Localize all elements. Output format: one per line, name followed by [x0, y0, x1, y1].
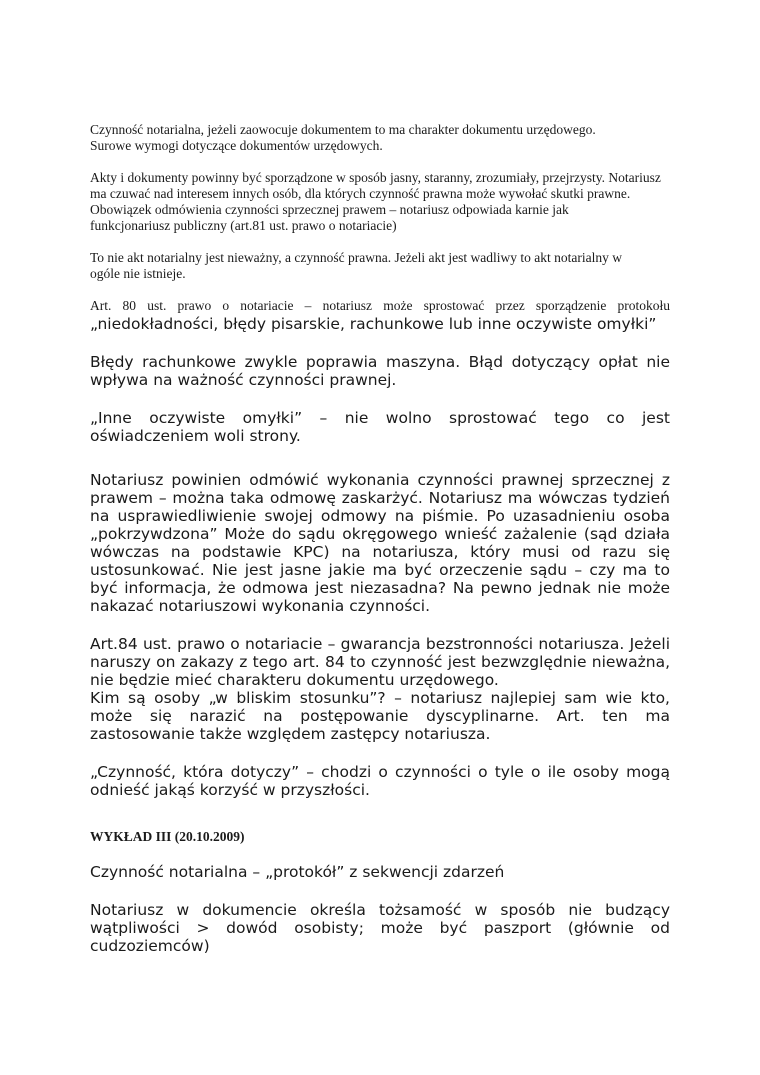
document-page: [90, 122, 670, 955]
paragraph-official-document: Czynność notarialna, jeżeli zaowocuje dokumentem to ma charakter dokumentu urzędowego.: [90, 122, 596, 137]
paragraph-art-84: Art.84 ust. prawo o notariacie – gwarancja bezstronności notariusza. Jeżeli naruszy on zakazy z tego art. 84 to czynność jest bezwzględnie nieważna, nie będzie mieć charakteru dokumentu urzędowego.: [90, 635, 670, 689]
paragraph-strict-requirements: Surowe wymogi dotyczące dokumentów urzędowych.: [90, 138, 383, 153]
paragraph-notarial-protocol: Czynność notarialna – „protokół” z sekwencji zdarzeń: [90, 863, 505, 881]
paragraph-obvious-mistakes: „Inne oczywiste omyłki” – nie wolno sprostować tego co jest oświadczeniem woli strony.: [90, 409, 670, 445]
paragraph-concerning-act: „Czynność, która dotyczy” – chodzi o czynności o tyle o ile osoby mogą odnieść jakąś korzyść w przyszłości.: [90, 763, 670, 799]
paragraph-close-relationship: Kim są osoby „w bliskim stosunku”? – notariusz najlepiej sam wie kto, może się narazić na postępowanie dyscyplinarne. Art. ten ma zastosowanie także względem zastępcy notariusza.: [90, 689, 670, 743]
paragraph-invalid-act: To nie akt notarialny jest nieważny, a czynność prawna. Jeżeli akt jest wadliwy to akt notarialny w ogóle nie istnieje.: [90, 250, 623, 281]
paragraph-refusal-appeal: Notariusz powinien odmówić wykonania czynności prawnej sprzecznej z prawem – można taka odmowę zaskarżyć. Notariusz ma wówczas tydzień na usprawiedliwienie swojej odmowy na piśmie. Po uzasadnieniu osoba „pokrzywdzona” Może do sądu okręgowego wnieść zażalenie (sąd działa wówczas na podstawie KPC) na notariusza, który musi od razu się ustosunkować. Nie jest jasne jakie ma być orzeczenie sądu – czy ma to być informacja, że odmowa jest niezasadna? Na pewno jednak nie może nakazać notariuszowi wykonania czynności.: [90, 471, 670, 615]
paragraph-art-80: Art. 80 ust. prawo o notariacie – notariusz może sprostować przez sporządzenie protokołu: [90, 298, 670, 313]
paragraph-art-80-quote: „niedokładności, błędy pisarskie, rachunkowe lub inne oczywiste omyłki”: [90, 315, 657, 333]
lecture-heading: WYKŁAD III (20.10.2009): [90, 829, 245, 844]
paragraph-calculation-errors: Błędy rachunkowe zwykle poprawia maszyna. Błąd dotyczący opłat nie wpływa na ważność czynności prawnej.: [90, 353, 670, 389]
paragraph-identity-verification: Notariusz w dokumencie określa tożsamość w sposób nie budzący wątpliwości > dowód osobisty; może być paszport (głównie od cudzoziemców): [90, 901, 670, 955]
paragraph-clarity-requirements: Akty i dokumenty powinny być sporządzone w sposób jasny, staranny, zrozumiały, przejrzysty. Notariusz ma czuwać nad interesem innych osób, dla których czynność prawna może wywołać skutki prawne.: [90, 170, 661, 201]
paragraph-refusal-obligation: Obowiązek odmówienia czynności sprzecznej prawem – notariusz odpowiada karnie jak funkcjonariusz publiczny (art.81 ust. prawo o notariacie): [90, 202, 569, 233]
